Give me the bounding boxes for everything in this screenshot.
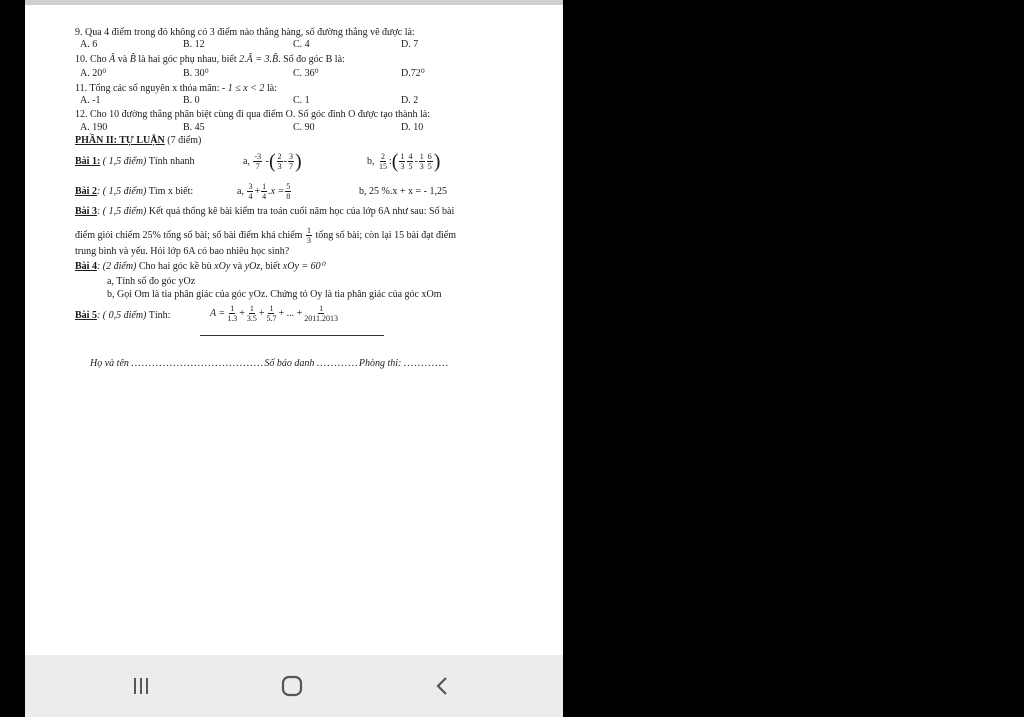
denominator: 5: [427, 162, 432, 172]
numerator: -3: [254, 152, 262, 162]
fraction: [399, 152, 405, 171]
fraction: [277, 152, 283, 171]
bai-1b-label: b,: [367, 156, 375, 167]
part-2-points: (7 điểm): [167, 135, 202, 146]
bai-5-points: : ( 0,5 điểm): [96, 310, 147, 321]
q10-option-d: D.72⁰: [401, 68, 425, 79]
bai-4-part-a: a, Tính số đo góc yOz: [107, 276, 196, 287]
bai-3-text-2a: điểm giỏi chiếm 25% tổng số bài; số bài điểm khá chiếm: [75, 230, 303, 241]
denominator: 3: [277, 162, 282, 172]
bai-1-task: Tính nhanh: [148, 156, 195, 167]
denominator: 3: [306, 236, 311, 246]
fraction: [247, 182, 253, 201]
name-label: Họ và tên: [90, 358, 129, 369]
q12-option-a: A. 190: [80, 122, 108, 133]
numerator: 1: [269, 304, 274, 314]
question-10: 10. Cho Â và B̂ là hai góc phụ nhau, biết 2.Â = 3.B̂. Số đo góc B là:: [75, 54, 345, 65]
bai-3-line-1: [75, 206, 454, 218]
back-button[interactable]: [403, 655, 483, 717]
q11-prefix: 11. Tổng các số nguyên x thỏa mãn:: [75, 83, 220, 94]
bai-1-part-a: a, $\frac{-3}{7}$ -( $\frac{2}{3}$ - $\frac{3}{7}$ ): [243, 150, 302, 173]
q11-option-a: A. -1: [80, 95, 101, 106]
q11-option-d: D. 2: [401, 95, 419, 106]
bai-5-expression: A = $\frac{1}{1.3}$ + $\frac{1}{3.5}$ + $\frac{1}{5.7}$ + ... + $\frac{1}{2011.2013}$: [210, 304, 338, 324]
angle-yoz: yOz: [244, 261, 261, 272]
q9-option-b: B. 12: [183, 39, 205, 50]
bai-2a-label: a,: [237, 186, 244, 197]
bai-2-points: : ( 1,5 điểm): [96, 186, 147, 197]
bai-4-text-2: , biết: [260, 261, 281, 272]
question-11: [75, 83, 277, 95]
numerator: 1: [230, 304, 235, 314]
fraction: [253, 152, 262, 171]
q11-option-b: B. 0: [183, 95, 200, 106]
fraction: [306, 226, 312, 245]
numerator: 6: [427, 152, 432, 162]
variable-a: A =: [210, 308, 226, 319]
q9-option-a: A. 6: [80, 39, 98, 50]
numerator: 1: [306, 226, 311, 236]
denominator: 7: [255, 162, 260, 172]
question-12: 12. Cho 10 đường thẳng phân biệt cùng đi qua điểm O. Số góc đỉnh O được tạo thành là:: [75, 109, 430, 120]
operator: -: [414, 156, 418, 167]
bai-3-text-2b: tổng số bài; còn lại 15 bài đạt điểm: [315, 230, 456, 241]
numerator: 5: [286, 182, 291, 192]
q12-option-d: D. 10: [401, 122, 424, 133]
bai-2-task: Tìm x biết:: [148, 186, 194, 197]
numerator: 2: [381, 152, 385, 162]
numerator: 3: [288, 152, 293, 162]
q12-option-b: B. 45: [183, 122, 205, 133]
room-label: Phòng thi:: [358, 358, 402, 369]
bai-2-part-a: [237, 179, 292, 205]
bai-4-and: và: [232, 261, 243, 272]
bai-1-label: Bài 1:: [75, 156, 101, 167]
fraction: [288, 152, 294, 171]
q12-option-c: C. 90: [293, 122, 315, 133]
bai-4-label: Bài 4: [75, 261, 97, 272]
fraction: [378, 152, 388, 171]
q10-suffix: . Số đo góc B là:: [278, 54, 345, 65]
fraction: [285, 182, 291, 201]
home-button[interactable]: [252, 655, 332, 717]
fraction: [407, 152, 413, 171]
name-blank: ......................................: [131, 358, 265, 369]
q10-option-c: C. 36⁰: [293, 68, 319, 79]
q11-option-c: C. 1: [293, 95, 310, 106]
candidate-number-label: Số báo danh: [264, 358, 315, 369]
angle-xoy: xOy: [214, 261, 231, 272]
student-info-line: [90, 358, 449, 370]
q10-option-a: A. 20⁰: [80, 68, 107, 79]
bai-2-heading: [75, 186, 193, 198]
denominator: 4: [262, 192, 267, 202]
numerator: 3: [248, 182, 253, 192]
bai-3-label: Bài 3: [75, 206, 97, 217]
bai-2-label: Bài 2: [75, 186, 97, 197]
candidate-number-blank: ............: [316, 358, 359, 369]
operator: -: [283, 156, 287, 167]
variable-x: .x =: [268, 186, 285, 197]
denominator: 2011.2013: [304, 314, 338, 324]
bai-5-heading: [75, 310, 170, 322]
bai-5-label: Bài 5: [75, 310, 97, 321]
bai-1-points: ( 1,5 điểm): [102, 156, 147, 167]
numerator: 1: [400, 152, 405, 162]
operator: :: [389, 156, 392, 167]
home-icon: [280, 674, 304, 698]
phone-screen: [25, 0, 563, 717]
question-9: 9. Qua 4 điểm trong đó không có 3 điểm nào thẳng hàng, số đường thẳng vẽ được là:: [75, 27, 415, 38]
bai-3-text-1: Kết quả thống kê bài kiểm tra toán cuối năm học của lớp 6A như sau: Số bài: [148, 206, 455, 217]
recent-apps-button[interactable]: [101, 655, 181, 717]
operator: -: [265, 156, 269, 167]
denominator: 15: [379, 162, 387, 172]
denominator: 7: [288, 162, 293, 172]
ellipsis: + ... +: [278, 308, 303, 319]
q10-option-b: B. 30⁰: [183, 68, 209, 79]
exam-document: [25, 5, 563, 655]
fraction: [265, 304, 277, 323]
bai-1-heading: [75, 156, 195, 168]
bai-4-part-b: b, Gọi Om là tia phân giác của góc yOz. Chứng tỏ Oy là tia phân giác của góc xOm: [107, 289, 442, 300]
bai-1-part-b: b, $\frac{2}{15}$ :( $\frac{1}{3}$ $\frac{4}{5}$ - $\frac{1}{3}$ $\frac{6}{5}$ ): [367, 150, 441, 173]
q11-condition: - 1 ≤ x < 2: [221, 83, 265, 94]
bai-2-part-b: b, 25 %.x + x = - 1,25: [359, 186, 447, 197]
q9-option-c: C. 4: [293, 39, 310, 50]
bai-1a-label: a,: [243, 156, 250, 167]
navigation-bar: [25, 655, 563, 717]
bai-5-task: Tính:: [148, 310, 171, 321]
fraction: [427, 152, 433, 171]
numerator: 1: [262, 182, 267, 192]
denominator: 8: [286, 192, 291, 202]
recent-apps-icon: [130, 675, 152, 697]
denominator: 3: [400, 162, 405, 172]
q10-equation: 2.Â = 3.B̂: [239, 54, 279, 65]
q11-suffix: là:: [266, 83, 277, 94]
back-icon: [432, 675, 454, 697]
fraction: [303, 304, 339, 323]
numerator: 2: [277, 152, 282, 162]
separator-line: [200, 335, 384, 336]
part-2-title: PHẦN II: TỰ LUẬN: [75, 135, 165, 146]
q10-and: và: [117, 54, 128, 65]
bai-4-points: : (2 điểm): [96, 261, 137, 272]
q10-prefix: 10. Cho: [75, 54, 107, 65]
room-blank: .............: [403, 358, 450, 369]
numerator: 1: [319, 304, 324, 314]
denominator: 4: [248, 192, 253, 202]
q10-relation: là hai góc phụ nhau, biết: [138, 54, 237, 65]
fraction: [261, 182, 267, 201]
denominator: 1.3: [227, 314, 238, 324]
numerator: 1: [419, 152, 424, 162]
bai-4-condition: xOy = 60⁰: [282, 261, 325, 272]
bai-3-line-3: trung bình và yếu. Hỏi lớp 6A có bao nhiêu học sinh?: [75, 246, 290, 257]
q9-option-d: D. 7: [401, 39, 419, 50]
part-2-heading: [75, 135, 201, 147]
fraction: [419, 152, 425, 171]
bai-4-heading: [75, 261, 325, 273]
denominator: 3: [419, 162, 424, 172]
bai-3-points: : ( 1,5 điểm): [96, 206, 147, 217]
numerator: 4: [408, 152, 413, 162]
fraction: [246, 304, 258, 323]
denominator: 3.5: [246, 314, 257, 324]
denominator: 5.7: [266, 314, 277, 324]
fraction: [226, 304, 238, 323]
bai-4-text-1: Cho hai góc kề bù: [138, 261, 212, 272]
numerator: 1: [249, 304, 254, 314]
operator: +: [254, 186, 261, 197]
denominator: 5: [408, 162, 413, 172]
